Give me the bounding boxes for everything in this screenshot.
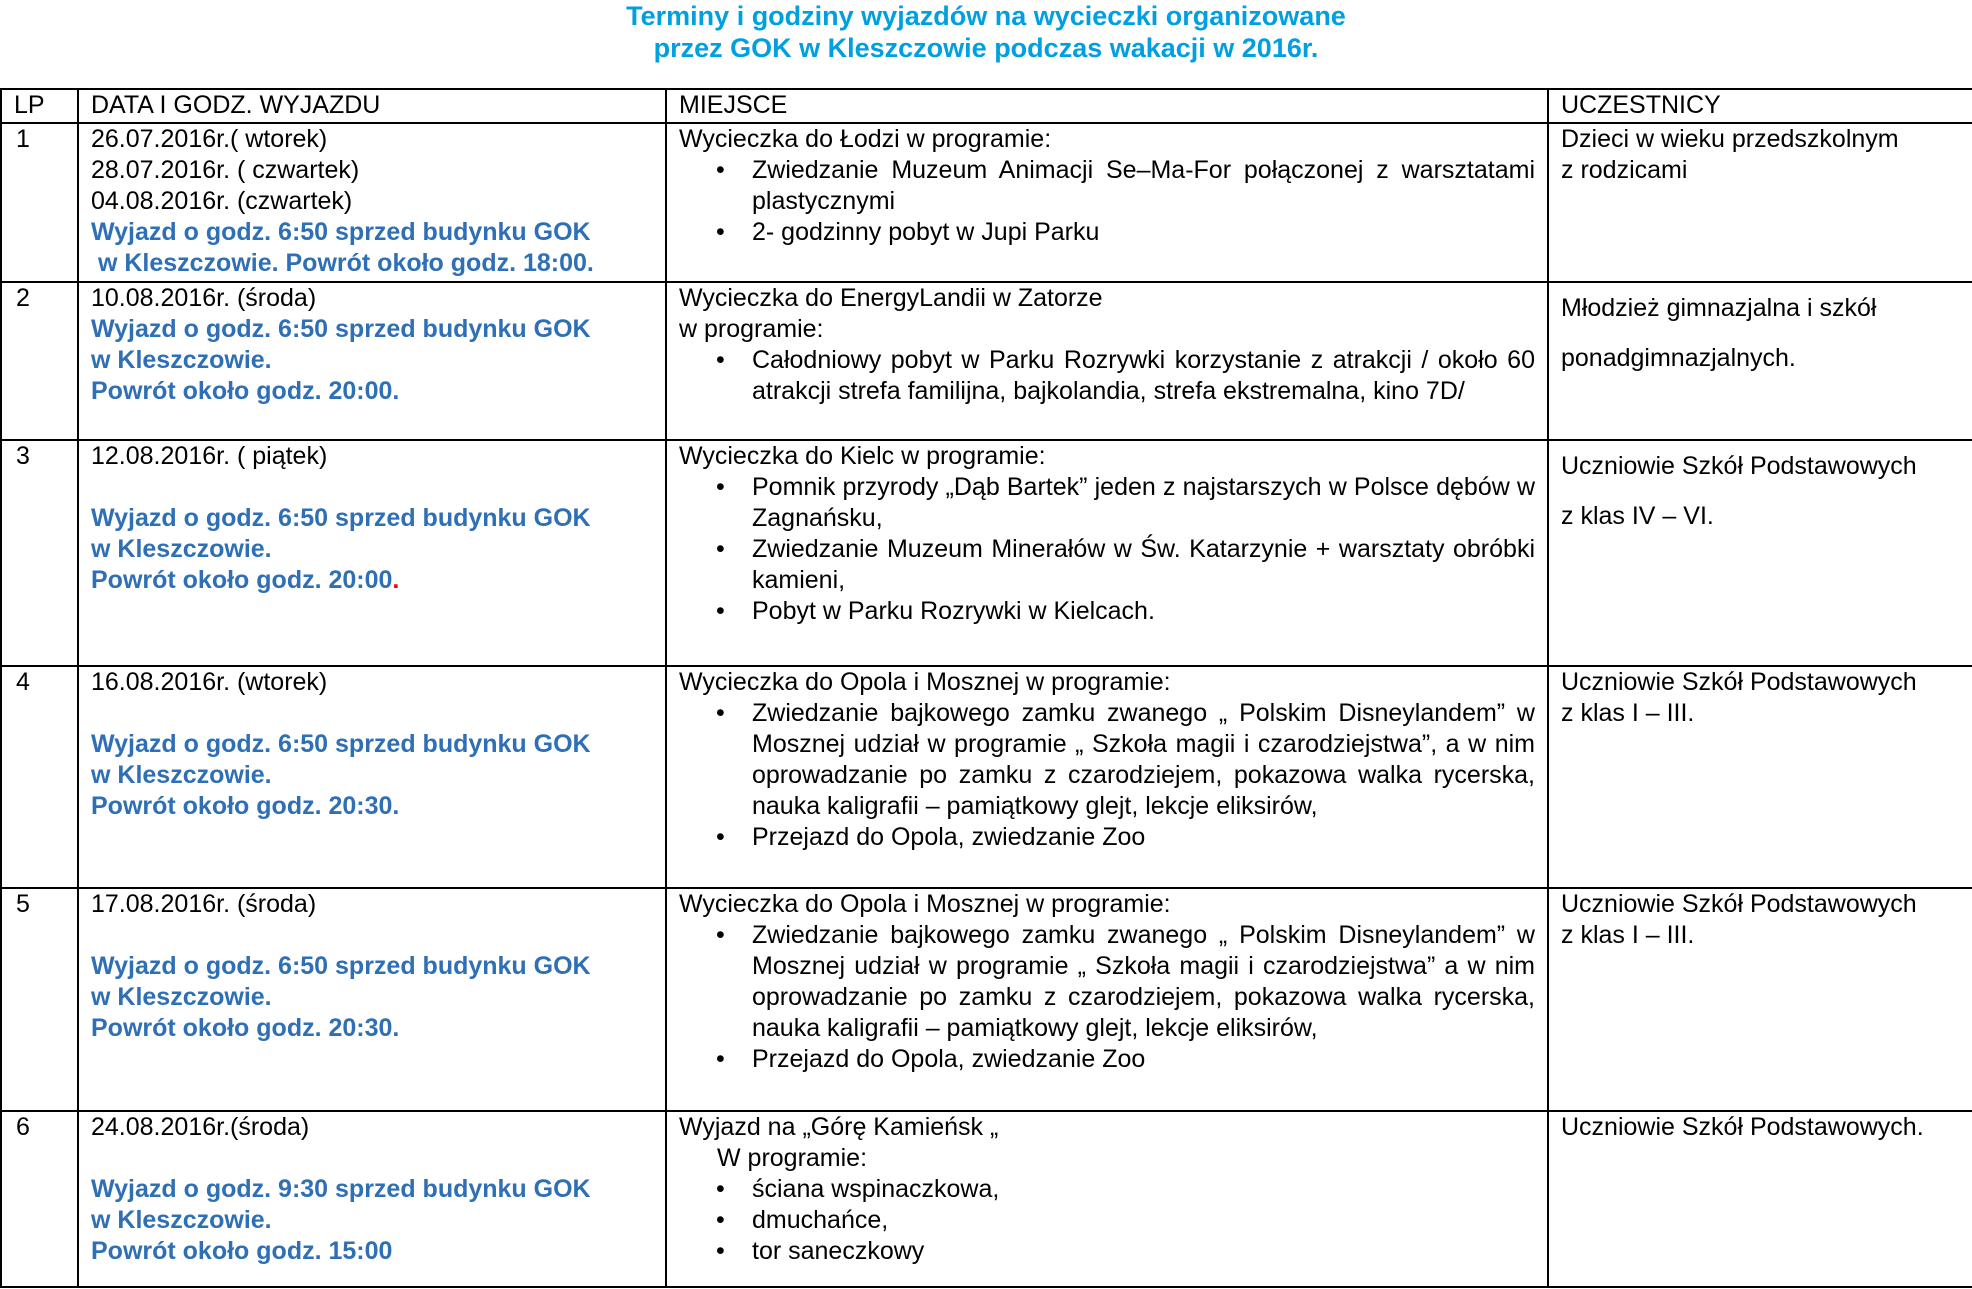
- table-row: [1, 666, 1972, 888]
- header-place: MIEJSCE: [666, 89, 1548, 123]
- departure-text: Powrót około godz. 20:00: [91, 566, 393, 594]
- date-line: 16.08.2016r. (wtorek): [91, 668, 328, 696]
- departure-line: w Kleszczowie.: [91, 346, 272, 374]
- date-line: 10.08.2016r. (środa): [91, 284, 317, 312]
- row-place: [666, 282, 1548, 440]
- participants-line: Uczniowie Szkół Podstawowych: [1561, 452, 1917, 480]
- table-row: [1, 282, 1972, 440]
- participants-line: z klas I – III.: [1561, 699, 1695, 727]
- table-row: [1, 888, 1972, 1111]
- title-line-1: Terminy i godziny wyjazdów na wycieczki organizowane: [626, 1, 1346, 31]
- date-line: 24.08.2016r.(środa): [91, 1113, 310, 1141]
- list-item: • Pobyt w Parku Rozrywki w Kielcach.: [752, 596, 1535, 627]
- list-item: • ściana wspinaczkowa,: [752, 1174, 1535, 1205]
- program-list: [679, 345, 1535, 407]
- program-list: [679, 155, 1535, 248]
- row-lp: 1: [1, 123, 78, 282]
- row-place: [666, 123, 1548, 282]
- row-dates: [78, 440, 666, 666]
- spacer: [91, 472, 653, 503]
- list-item: • Przejazd do Opola, zwiedzanie Zoo: [752, 822, 1535, 853]
- list-item: • Zwiedzanie Muzeum Animacji Se–Ma-For połączonej z warsztatami plastycznymi: [752, 155, 1535, 217]
- row-participants: [1548, 1111, 1972, 1287]
- row-place: [666, 1111, 1548, 1287]
- departure-line: Wyjazd o godz. 6:50 sprzed budynku GOK: [91, 730, 591, 758]
- trips-table: [0, 88, 1972, 1288]
- departure-line: w Kleszczowie.: [91, 983, 272, 1011]
- title-line-2: przez GOK w Kleszczowie podczas wakacji w 2016r.: [653, 33, 1319, 63]
- list-item: • tor saneczkowy: [752, 1236, 1535, 1267]
- row-participants: [1548, 888, 1972, 1111]
- row-participants: [1548, 666, 1972, 888]
- row-lp: 3: [1, 440, 78, 666]
- departure-line: Wyjazd o godz. 6:50 sprzed budynku GOK: [91, 218, 591, 246]
- row-dates: [78, 123, 666, 282]
- place-intro: Wycieczka do Łodzi w programie:: [679, 125, 1052, 153]
- program-list: [679, 698, 1535, 853]
- program-list: [679, 472, 1535, 627]
- departure-line: Powrót około godz. 20:00.: [91, 377, 400, 405]
- row-dates: [78, 282, 666, 440]
- row-participants: [1548, 440, 1972, 666]
- program-list: [679, 920, 1535, 1075]
- table-row: [1, 440, 1972, 666]
- spacer: [91, 698, 653, 729]
- participants-line: Uczniowie Szkół Podstawowych.: [1561, 1113, 1924, 1141]
- row-participants: [1548, 282, 1972, 440]
- participants-line: Dzieci w wieku przedszkolnym: [1561, 125, 1899, 153]
- departure-line: Powrót około godz. 20:30.: [91, 1014, 400, 1042]
- table-row: [1, 1111, 1972, 1287]
- row-participants: [1548, 123, 1972, 282]
- departure-line: Wyjazd o godz. 6:50 sprzed budynku GOK: [91, 315, 591, 343]
- list-item: • Zwiedzanie bajkowego zamku zwanego „ Polskim Disneylandem” w Mosznej udział w programie „ Szkoła magii i czarodziejstwa” a w nim oprowadzanie po zamku z czarodziejem, pokazowa walka rycerska, nauka kaligrafii – pamiątkowy glejt, lekcje eliksirów,: [752, 920, 1535, 1044]
- row-lp: 4: [1, 666, 78, 888]
- participants-line: z klas IV – VI.: [1561, 502, 1714, 530]
- departure-line: Wyjazd o godz. 6:50 sprzed budynku GOK: [91, 952, 591, 980]
- date-line: 26.07.2016r.( wtorek): [91, 125, 328, 153]
- departure-line: w Kleszczowie. Powrót około godz. 18:00.: [91, 249, 594, 277]
- place-intro: Wyjazd na „Górę Kamieńsk „: [679, 1113, 999, 1141]
- participants-line: Młodzież gimnazjalna i szkół: [1561, 294, 1877, 322]
- header-participants: UCZESTNICY: [1548, 89, 1972, 123]
- date-line: 04.08.2016r. (czwartek): [91, 187, 353, 215]
- list-item: • Pomnik przyrody „Dąb Bartek” jeden z najstarszych w Polsce dębów w Zagnańsku,: [752, 472, 1535, 534]
- spacer: [91, 1143, 653, 1174]
- row-dates: [78, 888, 666, 1111]
- departure-line: Wyjazd o godz. 6:50 sprzed budynku GOK: [91, 504, 591, 532]
- place-intro: w programie:: [679, 315, 824, 343]
- table-header-row: [1, 89, 1972, 123]
- place-intro: W programie:: [717, 1144, 868, 1172]
- departure-line: Wyjazd o godz. 9:30 sprzed budynku GOK: [91, 1175, 591, 1203]
- list-item: • Przejazd do Opola, zwiedzanie Zoo: [752, 1044, 1535, 1075]
- participants-line: ponadgimnazjalnych.: [1561, 344, 1796, 372]
- list-item: • Zwiedzanie bajkowego zamku zwanego „ Polskim Disneylandem” w Mosznej udział w programie „ Szkoła magii i czarodziejstwa”, a w nim oprowadzanie po zamku z czarodziejem, pokazowa walka rycerska, nauka kaligrafii – pamiątkowy glejt, lekcje eliksirów,: [752, 698, 1535, 822]
- row-dates: [78, 666, 666, 888]
- participants-line: Uczniowie Szkół Podstawowych: [1561, 890, 1917, 918]
- row-dates: [78, 1111, 666, 1287]
- departure-line: [91, 565, 653, 596]
- place-intro: Wycieczka do EnergyLandii w Zatorze: [679, 284, 1103, 312]
- row-lp: 6: [1, 1111, 78, 1287]
- list-item: • 2- godzinny pobyt w Jupi Parku: [752, 217, 1535, 248]
- departure-line: Powrót około godz. 15:00: [91, 1237, 393, 1265]
- spacer: [91, 920, 653, 951]
- header-date: DATA I GODZ. WYJAZDU: [78, 89, 666, 123]
- row-place: [666, 888, 1548, 1111]
- place-intro: Wycieczka do Opola i Mosznej w programie:: [679, 668, 1171, 696]
- list-item: • Całodniowy pobyt w Parku Rozrywki korzystanie z atrakcji / około 60 atrakcji strefa familijna, bajkolandia, strefa ekstremalna, kino 7D/: [752, 345, 1535, 407]
- list-item: • Zwiedzanie Muzeum Minerałów w Św. Katarzynie + warsztaty obróbki kamieni,: [752, 534, 1535, 596]
- place-intro: Wycieczka do Kielc w programie:: [679, 442, 1046, 470]
- participants-line: Uczniowie Szkół Podstawowych: [1561, 668, 1917, 696]
- document-title: [0, 0, 1972, 64]
- participants-line: z rodzicami: [1561, 156, 1688, 184]
- table-row: [1, 123, 1972, 282]
- departure-line: Powrót około godz. 20:30.: [91, 792, 400, 820]
- departure-line: w Kleszczowie.: [91, 1206, 272, 1234]
- list-item: • dmuchańce,: [752, 1205, 1535, 1236]
- date-line: 12.08.2016r. ( piątek): [91, 442, 328, 470]
- header-lp: LP: [1, 89, 78, 123]
- departure-line: w Kleszczowie.: [91, 761, 272, 789]
- date-line: 28.07.2016r. ( czwartek): [91, 156, 360, 184]
- row-place: [666, 666, 1548, 888]
- program-list: [679, 1174, 1535, 1267]
- participants-line: z klas I – III.: [1561, 921, 1695, 949]
- date-line: 17.08.2016r. (środa): [91, 890, 317, 918]
- row-lp: 5: [1, 888, 78, 1111]
- departure-line: w Kleszczowie.: [91, 535, 272, 563]
- place-intro: Wycieczka do Opola i Mosznej w programie:: [679, 890, 1171, 918]
- row-place: [666, 440, 1548, 666]
- row-lp: 2: [1, 282, 78, 440]
- departure-tail: .: [392, 566, 400, 594]
